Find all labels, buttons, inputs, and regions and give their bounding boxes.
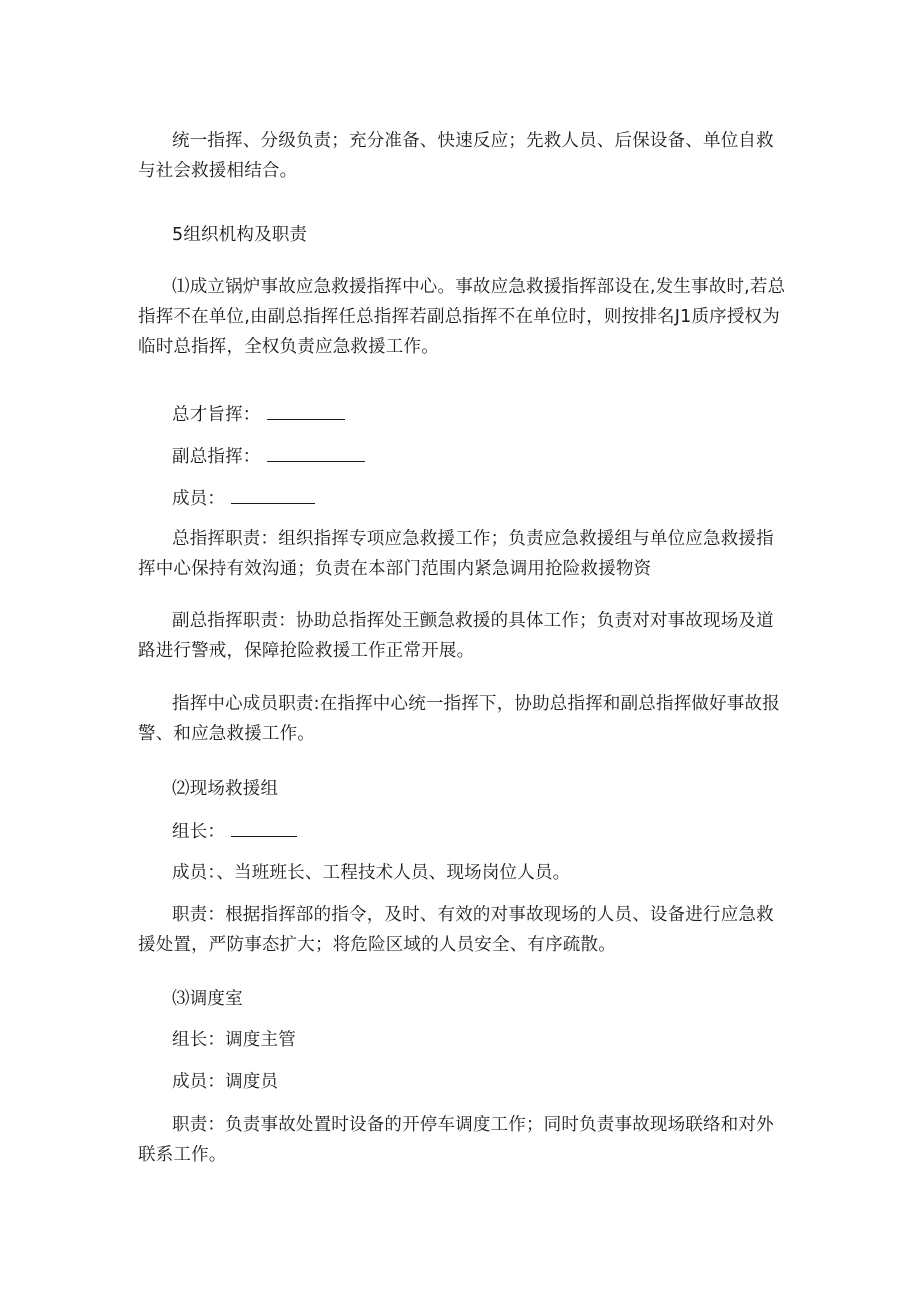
group3-heading: ⑶调度室 <box>172 989 243 1009</box>
commander-label: 总才旨挥： <box>172 405 261 425</box>
members-blank <box>231 485 315 504</box>
commander-blank <box>267 401 345 420</box>
group2-leader-label: 组长： <box>172 822 226 842</box>
vice-commander-blank <box>267 443 365 462</box>
vice-commander-label: 副总指挥： <box>172 447 261 467</box>
org-paragraph: ⑴成立锅炉事故应急救援指挥中心。事故应急救援指挥部设在,发生事故时,若总指挥不在单位,由副总指挥任总指挥若副总指挥不在单位时，则按排名J1质序授权为临时总指挥，全权负责应急救援工作。 <box>138 277 786 357</box>
group3-duty-paragraph: 职责：负责事故处置时设备的开停车调度工作；同时负责事故现场联络和对外联系工作。 <box>138 1115 774 1165</box>
vice-commander-line <box>172 442 365 472</box>
group3-leader: 组长：调度主管 <box>172 1030 296 1050</box>
group2-leader-blank <box>231 818 297 837</box>
members-line <box>172 484 315 514</box>
group2-leader-line <box>172 817 297 847</box>
commander-duty-paragraph: 总指挥职责：组织指挥专项应急救援工作；负责应急救援组与单位应急救援指挥中心保持有效沟通；负责在本部门范围内紧急调用抢险救援物资 <box>138 529 774 579</box>
group2-members: 成员：、当班班长、工程技术人员、现场岗位人员。 <box>172 863 571 883</box>
group2-duty-paragraph: 职责：根据指挥部的指令，及时、有效的对事故现场的人员、设备进行应急救援处置，严防事态扩大；将危险区域的人员安全、有序疏散。 <box>138 905 774 955</box>
section-heading: 5组织机构及职责 <box>172 225 308 245</box>
group2-heading: ⑵现场救援组 <box>172 779 279 799</box>
center-duty-paragraph: 指挥中心成员职责:在指挥中心统一指挥下，协助总指挥和副总指挥做好事故报警、和应急救援工作。 <box>138 694 780 744</box>
group3-members: 成员：调度员 <box>172 1072 279 1092</box>
members-label: 成员： <box>172 489 226 509</box>
vice-duty-paragraph: 副总指挥职责：协助总指挥处王颤急救援的具体工作；负责对对事故现场及道路进行警戒，保障抢险救援工作正常开展。 <box>138 611 774 661</box>
principles-paragraph: 统一指挥、分级负责；充分准备、快速反应；先救人员、后保设备、单位自救与社会救援相结合。 <box>138 131 774 181</box>
commander-line <box>172 400 345 430</box>
